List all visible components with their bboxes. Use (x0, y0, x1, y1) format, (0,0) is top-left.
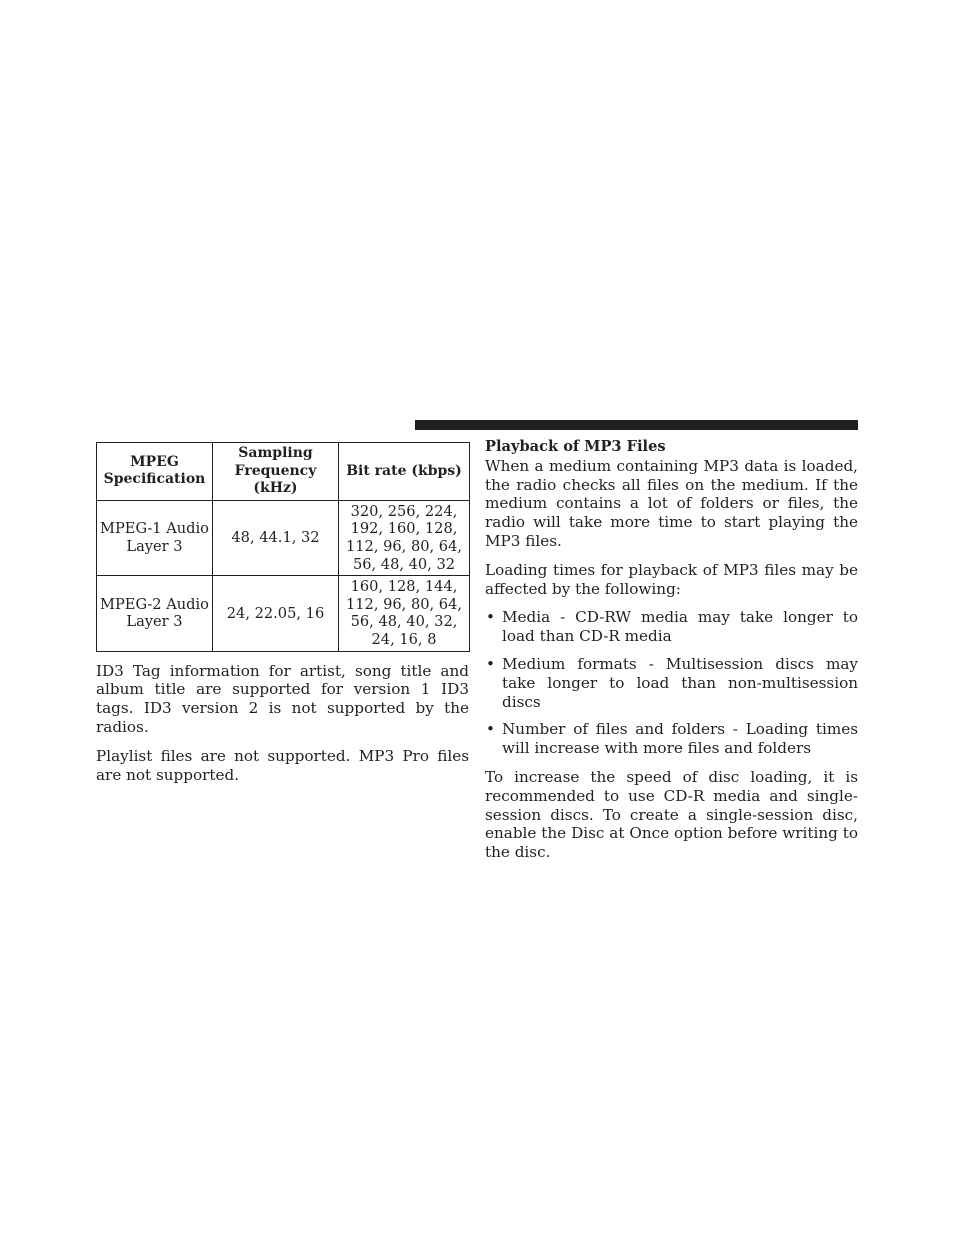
section-heading: Playback of MP3 Files (485, 438, 666, 455)
mpeg-spec-table (96, 442, 470, 652)
disc-loading-paragraph: To increase the speed of disc loading, it is recommended to use CD-R media and single-session discs. To create a single-session disc, enable the Disc at Once option before writing to the disc. (485, 767, 858, 862)
right-column (485, 438, 858, 872)
table-row (97, 576, 470, 651)
header-sampling-frequency: Sampling Frequency (kHz) (213, 443, 339, 501)
table-cell: MPEG-1 Audio Layer 3 (97, 500, 213, 575)
list-item-text: Media - CD-RW media may take longer to load than CD-R media (502, 608, 858, 646)
bullet-list (485, 608, 858, 758)
medium-paragraph: When a medium containing MP3 data is loaded, the radio checks all files on the medium. If the medium contains a lot of folders or files, the radio will take more time to start playing the MP3 files. (485, 456, 858, 550)
playlist-paragraph: Playlist files are not supported. MP3 Pro files are not supported. (96, 746, 469, 784)
table-cell: 48, 44.1, 32 (213, 500, 339, 575)
list-item (485, 655, 858, 711)
bullet-icon: • (486, 720, 495, 739)
table-cell: MPEG-2 Audio Layer 3 (97, 576, 213, 651)
list-item (485, 608, 858, 646)
table-cell: 160, 128, 144, 112, 96, 80, 64, 56, 48, 40, 32, 24, 16, 8 (339, 576, 470, 651)
bullet-icon: • (486, 608, 495, 627)
table-cell: 24, 22.05, 16 (213, 576, 339, 651)
list-item-text: Number of files and folders - Loading times will increase with more files and folders (502, 720, 858, 758)
left-column (96, 442, 469, 784)
list-item-text: Medium formats - Multisession discs may take longer to load than non-multisession discs (502, 654, 858, 711)
table-row (97, 500, 470, 575)
header-mpeg-specification: MPEG Specification (97, 443, 213, 501)
table-cell: 320, 256, 224, 192, 160, 128, 112, 96, 80, 64, 56, 48, 40, 32 (339, 500, 470, 575)
section-header-bar (415, 420, 858, 430)
id3-paragraph: ID3 Tag information for artist, song title and album title are supported for version 1 ID3 tags. ID3 version 2 is not supported by the radios. (96, 661, 469, 736)
table-header-row (97, 443, 470, 501)
header-bit-rate: Bit rate (kbps) (339, 443, 470, 501)
loading-times-paragraph: Loading times for playback of MP3 files may be affected by the following: (485, 560, 858, 598)
bullet-icon: • (486, 654, 495, 673)
list-item (485, 720, 858, 758)
